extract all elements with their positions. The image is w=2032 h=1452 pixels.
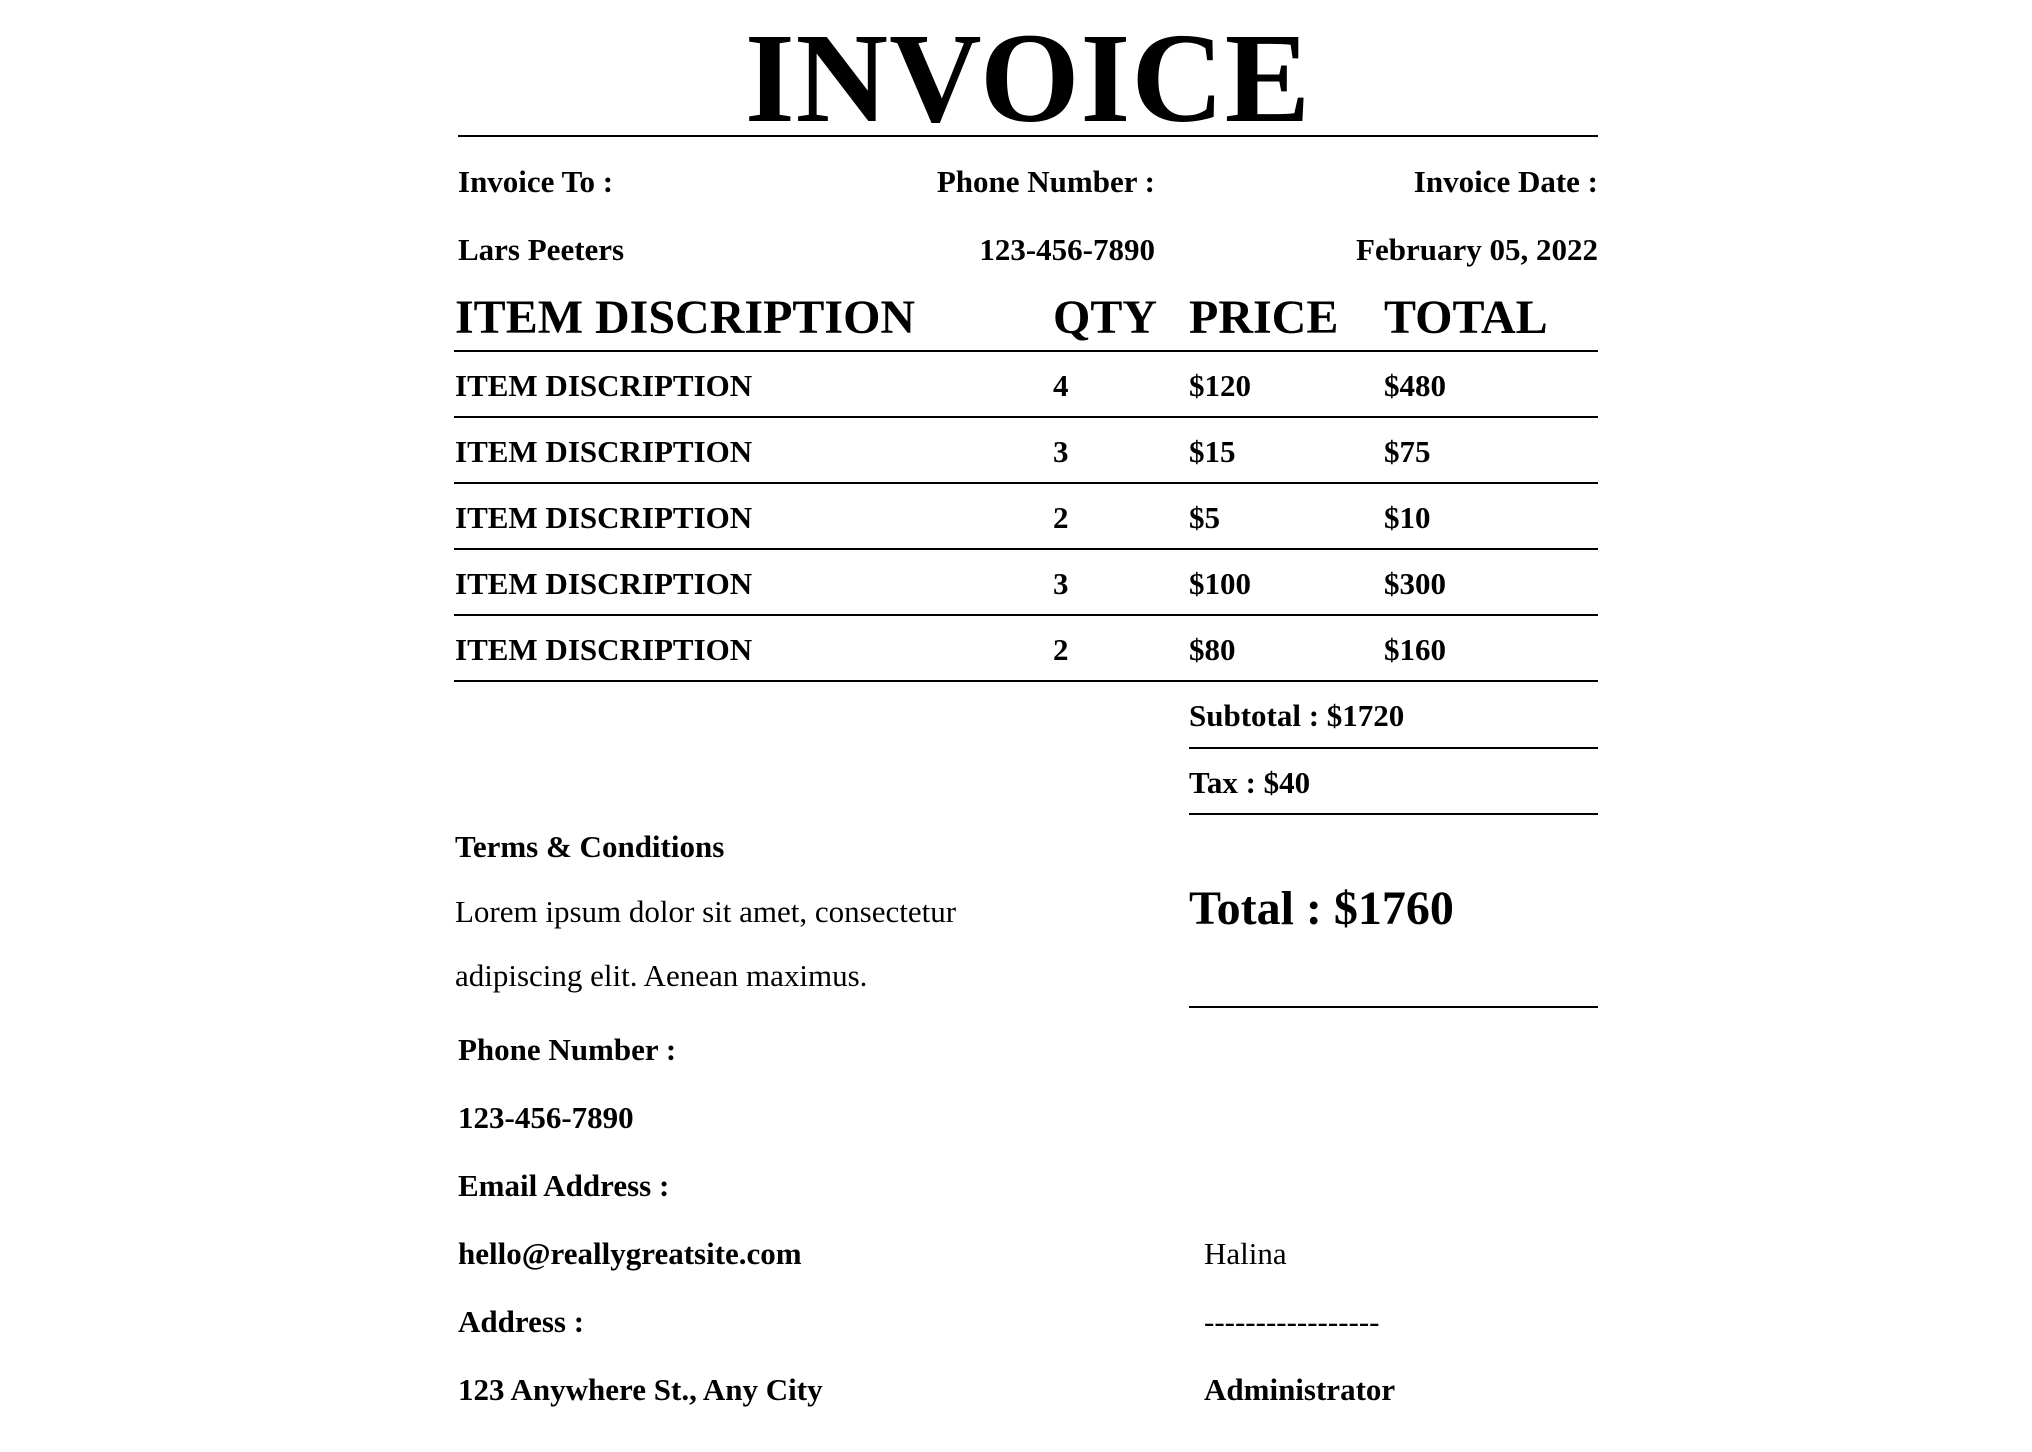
row-description: ITEM DISCRIPTION <box>455 632 753 667</box>
tax: Tax : $40 <box>1189 765 1311 800</box>
row-description: ITEM DISCRIPTION <box>455 434 753 469</box>
row-divider <box>454 482 1598 484</box>
row-total: $160 <box>1384 632 1446 667</box>
contact-address-value: 123 Anywhere St., Any City <box>458 1372 823 1407</box>
signature-line: ----------------- <box>1204 1304 1380 1339</box>
row-qty: 3 <box>1053 566 1069 601</box>
header-price: PRICE <box>1189 291 1339 344</box>
contact-email-label: Email Address : <box>458 1168 670 1203</box>
invoice-date-label: Invoice Date : <box>1413 164 1598 199</box>
terms-heading: Terms & Conditions <box>455 829 725 864</box>
total-divider <box>1189 1006 1598 1008</box>
row-description: ITEM DISCRIPTION <box>455 368 753 403</box>
row-qty: 4 <box>1053 368 1069 403</box>
contact-email-value: hello@reallygreatsite.com <box>458 1236 802 1271</box>
row-divider <box>454 614 1598 616</box>
signature-name: Halina <box>1204 1236 1287 1271</box>
row-qty: 3 <box>1053 434 1069 469</box>
terms-body: Lorem ipsum dolor sit amet, consectetur adipiscing elit. Aenean maximus. <box>455 894 957 993</box>
contact-phone-value: 123-456-7890 <box>458 1100 634 1135</box>
subtotal-divider <box>1189 747 1598 749</box>
tax-divider <box>1189 813 1598 815</box>
row-qty: 2 <box>1053 500 1069 535</box>
invoice-to-value: Lars Peeters <box>458 232 625 267</box>
header-item-description: ITEM DISCRIPTION <box>455 291 916 344</box>
header-total: TOTAL <box>1384 291 1548 344</box>
row-description: ITEM DISCRIPTION <box>455 566 753 601</box>
grand-total: Total : $1760 <box>1189 882 1454 935</box>
table-bottom-divider <box>454 680 1598 682</box>
subtotal: Subtotal : $1720 <box>1189 698 1405 733</box>
row-total: $300 <box>1384 566 1446 601</box>
phone-label: Phone Number : <box>936 164 1155 199</box>
title-divider <box>458 135 1598 137</box>
phone-value: 123-456-7890 <box>979 232 1155 267</box>
invoice-title: INVOICE <box>744 7 1312 149</box>
contact-address-label: Address : <box>458 1304 585 1339</box>
row-price: $5 <box>1189 500 1220 535</box>
row-total: $480 <box>1384 368 1446 403</box>
header-qty: QTY <box>1053 291 1158 344</box>
invoice-to-label: Invoice To : <box>458 164 614 199</box>
row-qty: 2 <box>1053 632 1069 667</box>
invoice-date-value: February 05, 2022 <box>1356 232 1598 267</box>
row-price: $100 <box>1189 566 1251 601</box>
signature-role: Administrator <box>1204 1372 1396 1407</box>
row-price: $120 <box>1189 368 1251 403</box>
row-total: $10 <box>1384 500 1431 535</box>
row-divider <box>454 548 1598 550</box>
row-price: $80 <box>1189 632 1236 667</box>
row-total: $75 <box>1384 434 1431 469</box>
row-description: ITEM DISCRIPTION <box>455 500 753 535</box>
row-divider <box>454 416 1598 418</box>
row-price: $15 <box>1189 434 1236 469</box>
contact-phone-label: Phone Number : <box>458 1032 677 1067</box>
table-header-divider <box>454 350 1598 352</box>
